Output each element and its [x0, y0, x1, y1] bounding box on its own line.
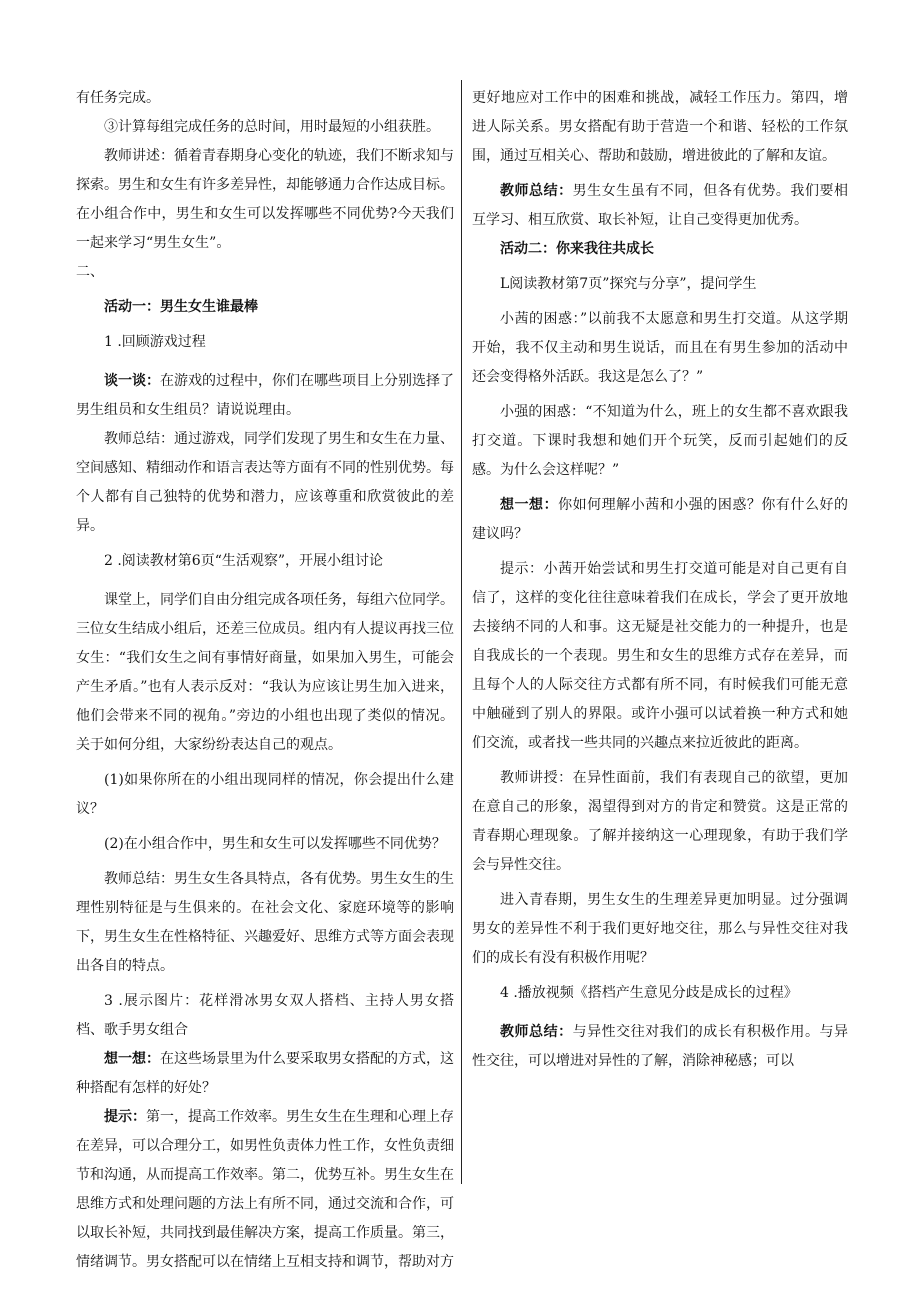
activity-heading: 活动二：你来我往共成长: [500, 241, 654, 257]
step-heading: 1 .回顾游戏过程: [104, 334, 206, 350]
paragraph: [76, 1045, 454, 1103]
paragraph-text: 第一，提高工作效率。男生女生在生理和心理上存在差异，可以合理分工，如男性负责体力性工作，女性负责细节和沟通，从而提高工作效率。第二，优势互补。男生女生在思维方式和处理问题的方法上有所不同，通过交流和合作，可以取长补短，共同找到最佳解决方案，提高工作质量。第三，情绪调节。男女搭配可以在情绪上互相支持和调节，帮助对方: [76, 1109, 454, 1270]
question: (1)如果你所在的小组出现同样的情况，你会提出什么建议？: [76, 772, 454, 817]
paragraph-text: 与异性交往对我们的成长有积极作用。与异性交往，可以增进对异性的了解，消除神秘感；可以: [472, 1024, 848, 1069]
paragraph: 教师讲述：循着青春期身心变化的轨迹，我们不断求知与探索。男生和女生有许多差异性，却能够通力合作达成目标。在小组合作中，男生和女生可以发挥哪些不同优势?今天我们一起来学习“男生女生”。: [76, 148, 454, 251]
lead-label: 提示：: [104, 1109, 146, 1125]
paragraph: [76, 367, 454, 425]
step-heading: 3 .展示图片：花样滑冰男女双人搭档、主持人男女搭档、歌手男女组合: [76, 993, 454, 1038]
quote-paragraph: 小强的困惑：“不知道为什么，班上的女生都不喜欢跟我打交道。下课时我想和她们开个玩笑，反而引起她们的反感。为什么会这样呢？”: [472, 404, 848, 478]
paragraph: 教师总结：通过游戏，同学们发现了男生和女生在力量、空间感知、精细动作和语言表达等方面有不同的性别优势。每个人都有自己独特的优势和潜力，应该尊重和欣赏彼此的差异。: [76, 431, 454, 534]
paragraph: 有任务完成。: [76, 90, 160, 106]
paragraph: 课堂上，同学们自由分组完成各项任务，每组六位同学。三位女生结成小组后，还差三位成员。组内有人提议再找三位女生：“我们女生之间有事情好商量，如果加入男生，可能会产生矛盾。”也有人表示反对：“我认为应该让男生加入进来，他们会带来不同的视角。”旁边的小组也出现了类似的情况。关于如何分组，大家纷纷表达自己的观点。: [76, 592, 454, 753]
paragraph-text: 你如何理解小茜和小强的困惑？你有什么好的建议吗？: [472, 497, 849, 542]
quote-paragraph: 小茜的困惑：”以前我不太愿意和男生打交道。从这学期开始，我不仅主动和男生说话，而且在有男生参加的活动中还会变得格外活跃。我这是怎么了？”: [472, 311, 848, 385]
paragraph: 进入青春期，男生女生的生理差异更加明显。过分强调男女的差异性不利于我们更好地交往，那么与异性交往对我们的成长有没有积极作用呢？: [472, 892, 848, 966]
column-divider: [461, 80, 462, 1184]
paragraph: [76, 1103, 454, 1277]
step-heading: 2 .阅读教材第6页“生活观察”，开展小组讨论: [104, 553, 384, 569]
right-column: [472, 84, 848, 1076]
paragraph-text: 在游戏的过程中，你们在哪些项目上分别选择了男生组员和女生组员？请说说理由。: [76, 373, 454, 418]
paragraph: [472, 177, 848, 235]
paragraph: 教师讲授：在异性面前，我们有表现自己的欲望，更加在意自己的形象，渴望得到对方的肯定和赞赏。这是正常的青春期心理现象。了解并接纳这一心理现象，有助于我们学会与异性交往。: [472, 770, 848, 873]
lead-label: 谈一谈：: [104, 373, 160, 389]
paragraph: [472, 491, 848, 549]
lead-label: 想一想：: [500, 497, 559, 513]
paragraph: 更好地应对工作中的困难和挑战，减轻工作压力。第四，增进人际关系。男女搭配有助于营造一个和谐、轻松的工作氛围，通过互相关心、帮助和鼓励，增进彼此的了解和友谊。: [472, 90, 848, 164]
lead-label: 教师总结：: [500, 183, 573, 199]
step-heading: 4 .播放视频《搭档产生意见分歧是成长的过程》: [500, 985, 798, 1001]
paragraph: 提示：小茜开始尝试和男生打交道可能是对自己更有自信了，这样的变化往往意味着我们在成长，学会了更开放地去接纳不同的人和事。这无疑是社交能力的一种提升，也是自我成长的一个表现。男生和女生的思维方式存在差异，而且每个人的人际交往方式都有所不同，有时候我们可能无意中触碰到了别人的界限。或许小强可以试着换一种方式和她们交流，或者找一些共同的兴趣点来拉近彼此的距离。: [472, 561, 848, 751]
paragraph-text: 在这些场景里为什么要采取男女搭配的方式，这种搭配有怎样的好处？: [76, 1051, 454, 1096]
section-number: 二、: [76, 264, 104, 280]
step-heading: L阅读教材第7页”探究与分享”，提问学生: [500, 276, 757, 292]
paragraph-text: 男生女生虽有不同，但各有优势。我们要相互学习、相互欣赏、取长补短，让自己变得更加优秀。: [472, 183, 848, 228]
paragraph: [472, 1018, 848, 1076]
lead-label: 教师总结：: [500, 1024, 573, 1040]
question: (2)在小组合作中，男生和女生可以发挥哪些不同优势？: [104, 836, 446, 852]
paragraph: 教师总结：男生女生各具特点，各有优势。男生女生的生理性别特征是与生俱来的。在社会文化、家庭环境等的影响下，男生女生在性格特征、兴趣爱好、思维方式等方面会表现出各自的特点。: [76, 871, 454, 974]
left-column: [76, 84, 454, 1277]
paragraph: ③计算每组完成任务的总时间，用时最短的小组获胜。: [104, 119, 440, 135]
lead-label: 想一想：: [104, 1051, 160, 1067]
activity-heading: 活动一：男生女生谁最棒: [104, 299, 258, 315]
